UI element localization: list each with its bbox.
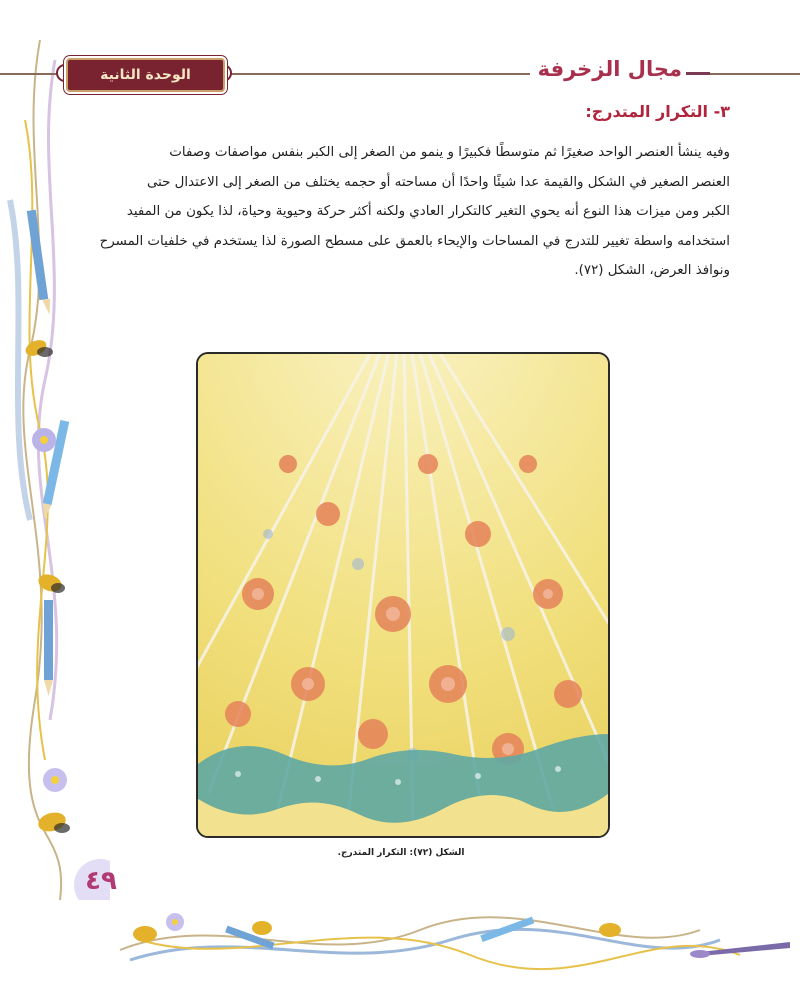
field-title: مجال الزخرفة	[530, 57, 690, 81]
paragraph-line: استخدامه واسطة تغيير للتدرج في المساحات والإيحاء بالعمق على مسطح الصورة لذا يستخدم في خلفيات المسرح	[99, 233, 730, 249]
paragraph-line: العنصر الصغير في الشكل والقيمة عدا شيئًا واحدًا أن مساحته أو حجمه يختلف من الصغر إلى الاعتدال حتى	[146, 174, 730, 190]
butterfly-icon	[133, 926, 157, 942]
flower-icon	[166, 913, 184, 931]
unit-badge	[66, 58, 225, 92]
paragraph-line: ونوافذ العرض، الشكل (٧٢).	[574, 263, 730, 279]
paragraph-line: الكبر ومن ميزات هذا النوع أنه يحوي التغير كالتكرار العادي ولكنه أكثر حركة وحيوية وحياة، لذا يكون من المفيد	[126, 204, 730, 220]
butterfly-icon	[36, 810, 70, 835]
figure-caption: الشكل (٧٢): التكرار المتدرج.	[337, 848, 465, 858]
ornamental-dome-image	[198, 354, 608, 836]
butterfly-icon	[252, 921, 272, 935]
paragraph-line: وفيه ينشأ العنصر الواحد صغيرًا ثم متوسطًا فكبيرًا و ينمو من الصغر إلى الكبر بنفس مواصفات وصفات	[169, 145, 730, 160]
section-heading: ٣- التكرار المتدرج:	[585, 102, 730, 121]
butterfly-icon	[23, 337, 53, 359]
left-decorative-border	[0, 0, 110, 900]
pencil-icon	[44, 600, 53, 696]
page-number: ٤٩	[85, 866, 117, 896]
unit-label: الوحدة الثانية	[100, 67, 191, 83]
flower-icon	[32, 428, 56, 452]
figure-image-frame	[196, 352, 610, 838]
bottom-decorative-border	[0, 900, 800, 985]
title-ornament	[686, 72, 710, 75]
butterfly-icon	[599, 923, 621, 937]
flower-icon	[43, 768, 67, 792]
body-paragraph	[75, 138, 730, 286]
